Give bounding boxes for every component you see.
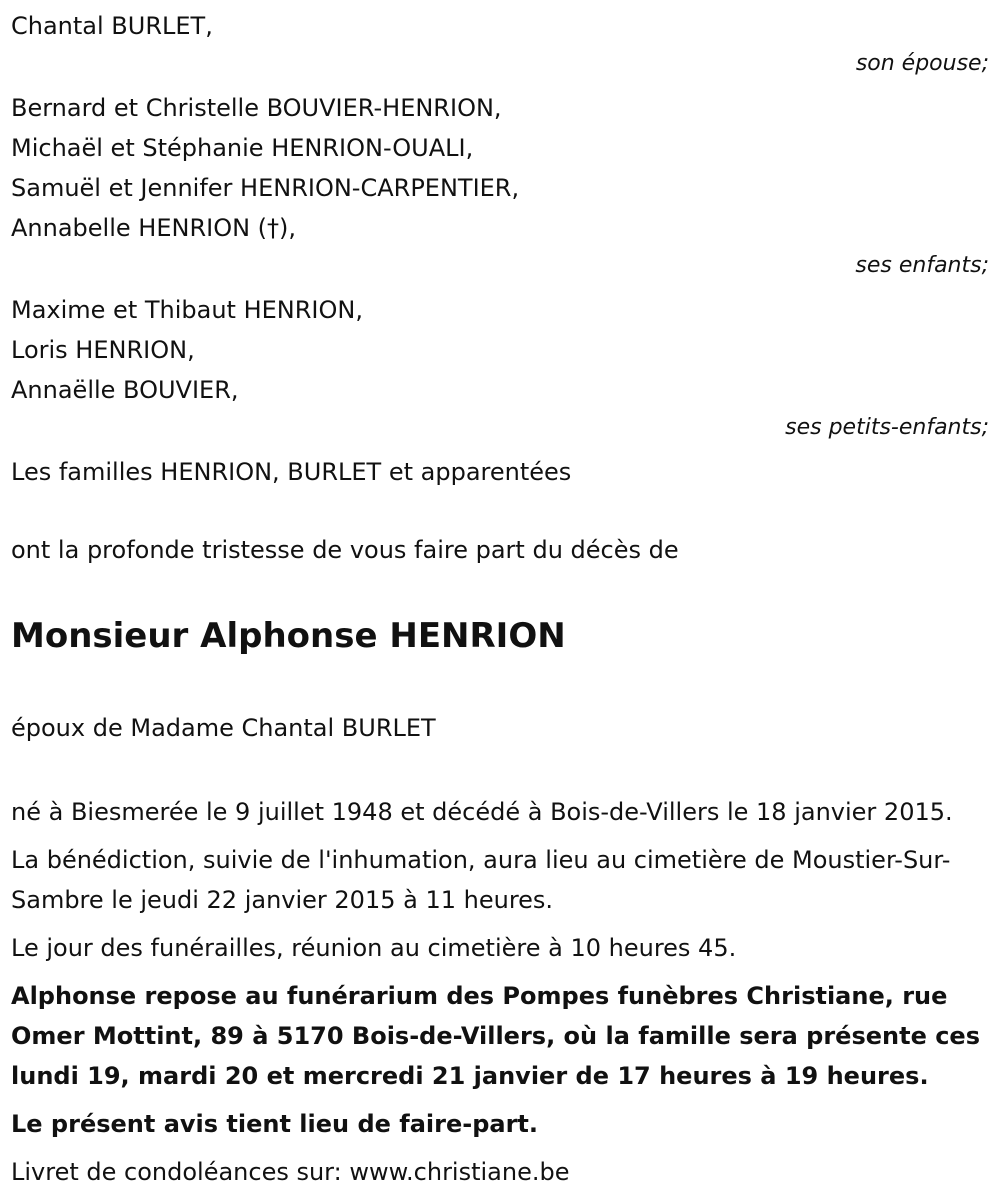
grandchild-name: Annaëlle BOUVIER, <box>11 376 239 404</box>
spouse-relation: son épouse; <box>855 51 989 76</box>
condolences-line: Livret de condoléances sur: www.christiane.be <box>11 1158 570 1186</box>
meeting-paragraph: Le jour des funérailles, réunion au cimetière à 10 heures 45. <box>11 934 737 962</box>
children-relation: ses enfants; <box>855 253 989 278</box>
birth-death-paragraph: né à Biesmerée le 9 juillet 1948 et décédé à Bois-de-Villers le 18 janvier 2015. <box>11 798 953 826</box>
grandchildren-relation: ses petits-enfants; <box>785 415 989 440</box>
blessing-paragraph: La bénédiction, suivie de l'inhumation, aura lieu au cimetière de Moustier-Sur-Sambre le jeudi 22 janvier 2015 à 11 heures. <box>11 846 951 914</box>
grandchildren-section <box>11 290 991 446</box>
child-name: Michaël et Stéphanie HENRION-OUALI, <box>11 134 474 162</box>
spouse-section <box>11 6 991 82</box>
grandchild-name: Maxime et Thibaut HENRION, <box>11 296 363 324</box>
child-name: Samuël et Jennifer HENRION-CARPENTIER, <box>11 174 520 202</box>
obituary-notice <box>11 6 991 1192</box>
funerarium-paragraph: Alphonse repose au funérarium des Pompes funèbres Christiane, rue Omer Mottint, 89 à 5170 Bois-de-Villers, où la famille sera présente ces lundi 19, mardi 20 et mercredi 21 janvier de 17 heures à 19 heures. <box>11 982 980 1090</box>
announcement-line: ont la profonde tristesse de vous faire part du décès de <box>11 536 679 564</box>
spouse-of-line: époux de Madame Chantal BURLET <box>11 714 436 742</box>
families-line: Les familles HENRION, BURLET et apparentées <box>11 458 572 486</box>
spouse-name: Chantal BURLET, <box>11 12 213 40</box>
grandchild-name: Loris HENRION, <box>11 336 195 364</box>
children-section <box>11 88 991 284</box>
child-name: Bernard et Christelle BOUVIER-HENRION, <box>11 94 502 122</box>
child-name: Annabelle HENRION (†), <box>11 214 297 242</box>
notice-paragraph: Le présent avis tient lieu de faire-part. <box>11 1110 539 1138</box>
deceased-name: Monsieur Alphonse HENRION <box>11 616 566 656</box>
